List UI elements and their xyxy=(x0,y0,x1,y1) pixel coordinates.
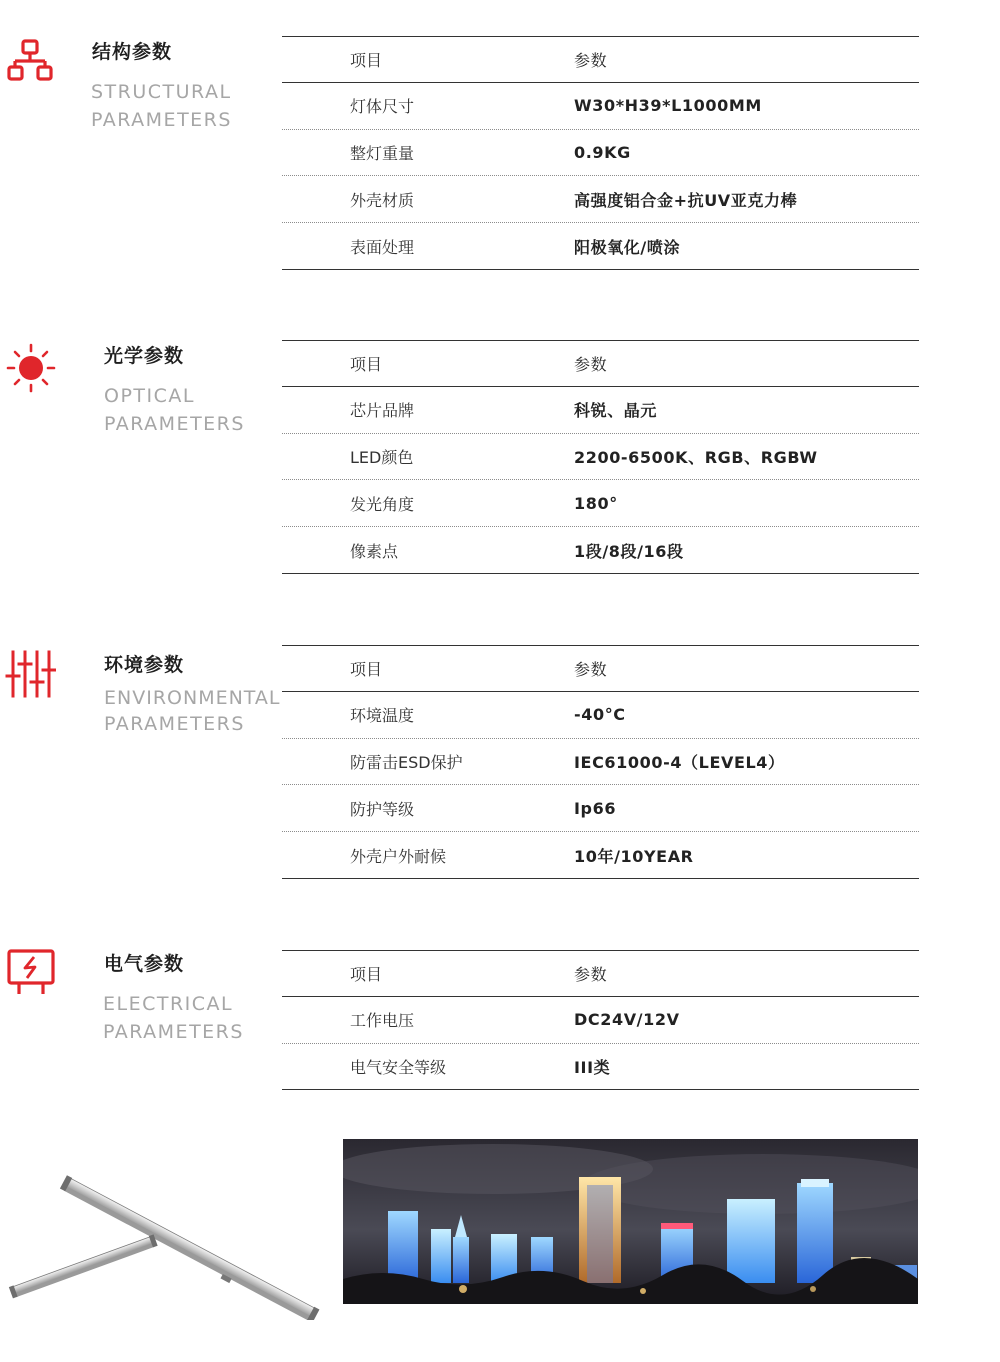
row-key: LED颜色 xyxy=(350,447,414,467)
row-value: DC24V/12V xyxy=(574,1010,680,1030)
table-row xyxy=(282,387,919,434)
section-title: 电气参数 xyxy=(104,953,185,975)
header-key: 项目 xyxy=(350,354,383,374)
row-key: 灯体尺寸 xyxy=(350,97,415,117)
row-key: 表面处理 xyxy=(350,237,415,257)
table-header-row xyxy=(282,645,919,692)
header-value: 参数 xyxy=(574,50,608,70)
row-value: 高强度铝合金+抗UV亚克力棒 xyxy=(574,190,798,210)
city-night-skyline-photo xyxy=(343,1139,918,1304)
spec-table xyxy=(282,36,919,270)
spec-table xyxy=(282,950,919,1090)
header-key: 项目 xyxy=(350,659,383,679)
section-subtitle-line1: OPTICAL xyxy=(104,385,195,407)
table-header-row xyxy=(282,36,919,83)
row-value: -40°C xyxy=(574,705,626,725)
org-chart-icon xyxy=(4,38,56,90)
table-row xyxy=(282,223,919,270)
row-value: 1段/8段/16段 xyxy=(574,541,684,561)
sun-icon xyxy=(5,342,57,394)
row-key: 防护等级 xyxy=(350,799,415,819)
table-row xyxy=(282,176,919,223)
row-value: W30*H39*L1000MM xyxy=(574,96,762,116)
section-subtitle-line1: STRUCTURAL xyxy=(91,81,232,103)
spec-table xyxy=(282,340,919,574)
section-subtitle-line2: PARAMETERS xyxy=(104,713,245,735)
section-title: 环境参数 xyxy=(104,654,185,676)
table-row xyxy=(282,434,919,481)
row-key: 外壳材质 xyxy=(350,190,415,210)
table-row xyxy=(282,785,919,832)
table-row xyxy=(282,832,919,879)
section-subtitle-line2: PARAMETERS xyxy=(103,1021,244,1043)
row-key: 防雷击ESD保护 xyxy=(350,752,463,772)
section-subtitle-line2: PARAMETERS xyxy=(91,109,232,131)
spec-table xyxy=(282,645,919,879)
row-value: 阳极氧化/喷涂 xyxy=(574,237,681,257)
section-title: 光学参数 xyxy=(104,345,185,367)
header-value: 参数 xyxy=(574,964,608,984)
table-row xyxy=(282,527,919,574)
row-value: 0.9KG xyxy=(574,142,631,162)
table-header-row xyxy=(282,340,919,387)
sliders-icon xyxy=(4,648,56,700)
row-value: 10年/10YEAR xyxy=(574,846,694,866)
row-key: 芯片品牌 xyxy=(350,401,415,421)
row-key: 环境温度 xyxy=(350,706,415,726)
header-value: 参数 xyxy=(574,354,608,374)
table-row xyxy=(282,997,919,1044)
table-header-row xyxy=(282,950,919,997)
table-row xyxy=(282,83,919,130)
row-value: IEC61000-4（LEVEL4） xyxy=(574,752,785,772)
row-key: 整灯重量 xyxy=(350,143,415,163)
row-key: 电气安全等级 xyxy=(350,1057,447,1077)
linear-light-bar-product-photo xyxy=(0,1150,330,1320)
header-key: 项目 xyxy=(350,50,383,70)
row-key: 工作电压 xyxy=(350,1011,415,1031)
row-value: Ip66 xyxy=(574,798,617,818)
table-row xyxy=(282,692,919,739)
table-row xyxy=(282,739,919,786)
table-row xyxy=(282,480,919,527)
section-subtitle-line2: PARAMETERS xyxy=(104,413,245,435)
section-title: 结构参数 xyxy=(92,41,173,63)
row-key: 像素点 xyxy=(350,541,399,561)
row-value: 180° xyxy=(574,493,618,513)
header-value: 参数 xyxy=(574,659,608,679)
row-value: III类 xyxy=(574,1057,611,1077)
table-row xyxy=(282,130,919,177)
lightning-board-icon xyxy=(5,946,57,998)
row-value: 科锐、晶元 xyxy=(574,401,658,421)
row-key: 发光角度 xyxy=(350,494,415,514)
section-subtitle-line1: ELECTRICAL xyxy=(103,993,234,1015)
table-row xyxy=(282,1044,919,1091)
row-key: 外壳户外耐候 xyxy=(350,846,447,866)
row-value: 2200-6500K、RGB、RGBW xyxy=(574,447,818,467)
header-key: 项目 xyxy=(350,964,383,984)
section-subtitle-line1: ENVIRONMENTAL xyxy=(104,687,281,709)
